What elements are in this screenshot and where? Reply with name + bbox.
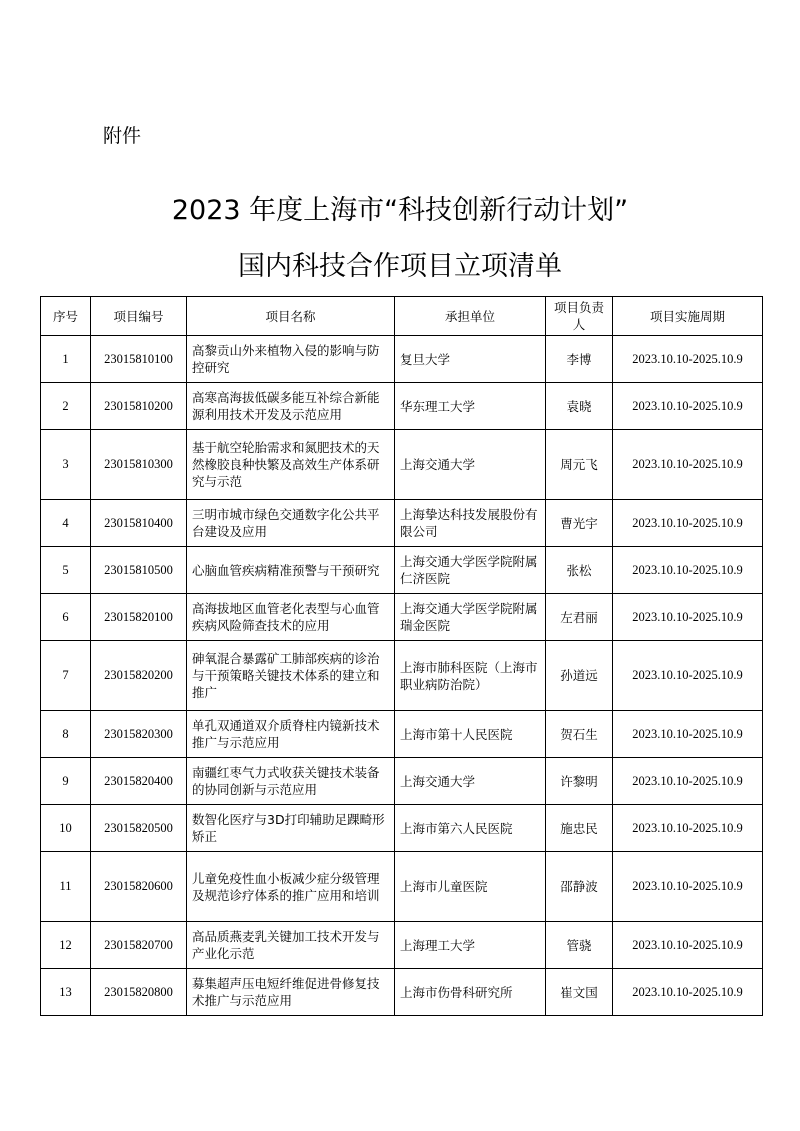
column-header-period: 项目实施周期 <box>613 297 763 336</box>
cell-person: 施忠民 <box>546 805 613 852</box>
cell-name: 南疆红枣气力式收获关键技术装备的协同创新与示范应用 <box>187 758 395 805</box>
cell-period: 2023.10.10-2025.10.9 <box>613 922 763 969</box>
table-row <box>41 758 763 805</box>
cell-name: 高寒高海拔低碳多能互补综合新能源利用技术开发及示范应用 <box>187 383 395 430</box>
cell-period: 2023.10.10-2025.10.9 <box>613 852 763 922</box>
table-row <box>41 383 763 430</box>
cell-index: 8 <box>41 711 91 758</box>
cell-code: 23015820400 <box>91 758 187 805</box>
cell-person: 邵静波 <box>546 852 613 922</box>
cell-person: 左君丽 <box>546 594 613 641</box>
cell-person: 贺石生 <box>546 711 613 758</box>
cell-index: 13 <box>41 969 91 1016</box>
cell-period: 2023.10.10-2025.10.9 <box>613 805 763 852</box>
cell-period: 2023.10.10-2025.10.9 <box>613 641 763 711</box>
cell-period: 2023.10.10-2025.10.9 <box>613 969 763 1016</box>
cell-period: 2023.10.10-2025.10.9 <box>613 711 763 758</box>
column-header-person: 项目负责人 <box>546 297 613 336</box>
cell-code: 23015820500 <box>91 805 187 852</box>
table-row <box>41 852 763 922</box>
cell-name: 三明市城市绿色交通数字化公共平台建设及应用 <box>187 500 395 547</box>
cell-index: 10 <box>41 805 91 852</box>
cell-code: 23015820200 <box>91 641 187 711</box>
table-row <box>41 805 763 852</box>
cell-code: 23015820800 <box>91 969 187 1016</box>
cell-code: 23015810500 <box>91 547 187 594</box>
table-row <box>41 430 763 500</box>
cell-name: 基于航空轮胎需求和氮肥技术的天然橡胶良种快繁及高效生产体系研究与示范 <box>187 430 395 500</box>
cell-person: 许黎明 <box>546 758 613 805</box>
cell-period: 2023.10.10-2025.10.9 <box>613 430 763 500</box>
cell-code: 23015810400 <box>91 500 187 547</box>
table-row <box>41 641 763 711</box>
cell-code: 23015810200 <box>91 383 187 430</box>
cell-index: 6 <box>41 594 91 641</box>
cell-index: 11 <box>41 852 91 922</box>
table-row <box>41 594 763 641</box>
column-header-unit: 承担单位 <box>395 297 546 336</box>
cell-code: 23015820700 <box>91 922 187 969</box>
cell-name: 儿童免疫性血小板减少症分级管理及规范诊疗体系的推广应用和培训 <box>187 852 395 922</box>
column-header-code: 项目编号 <box>91 297 187 336</box>
cell-period: 2023.10.10-2025.10.9 <box>613 547 763 594</box>
cell-name: 募集超声压电短纤维促进骨修复技术推广与示范应用 <box>187 969 395 1016</box>
cell-unit: 上海市第十人民医院 <box>395 711 546 758</box>
column-header-index: 序号 <box>41 297 91 336</box>
cell-period: 2023.10.10-2025.10.9 <box>613 336 763 383</box>
cell-person: 周元飞 <box>546 430 613 500</box>
cell-index: 1 <box>41 336 91 383</box>
cell-period: 2023.10.10-2025.10.9 <box>613 500 763 547</box>
cell-person: 崔文国 <box>546 969 613 1016</box>
cell-code: 23015820300 <box>91 711 187 758</box>
cell-index: 4 <box>41 500 91 547</box>
cell-unit: 上海市儿童医院 <box>395 852 546 922</box>
cell-unit: 上海交通大学医学院附属瑞金医院 <box>395 594 546 641</box>
cell-index: 2 <box>41 383 91 430</box>
cell-code: 23015820600 <box>91 852 187 922</box>
cell-code: 23015810100 <box>91 336 187 383</box>
cell-unit: 上海市伤骨科研究所 <box>395 969 546 1016</box>
cell-person: 袁晓 <box>546 383 613 430</box>
cell-period: 2023.10.10-2025.10.9 <box>613 758 763 805</box>
cell-unit: 上海理工大学 <box>395 922 546 969</box>
table-row <box>41 547 763 594</box>
cell-period: 2023.10.10-2025.10.9 <box>613 594 763 641</box>
cell-person: 孙道远 <box>546 641 613 711</box>
table-row <box>41 969 763 1016</box>
table-row <box>41 336 763 383</box>
cell-person: 曹光宇 <box>546 500 613 547</box>
cell-period: 2023.10.10-2025.10.9 <box>613 383 763 430</box>
table-header-row <box>41 297 763 336</box>
cell-person: 张松 <box>546 547 613 594</box>
cell-name: 高海拔地区血管老化表型与心血管疾病风险筛查技术的应用 <box>187 594 395 641</box>
cell-unit: 上海市第六人民医院 <box>395 805 546 852</box>
cell-name: 心脑血管疾病精准预警与干预研究 <box>187 547 395 594</box>
cell-name: 单孔双通道双介质脊柱内镜新技术推广与示范应用 <box>187 711 395 758</box>
cell-unit: 上海交通大学 <box>395 430 546 500</box>
cell-index: 12 <box>41 922 91 969</box>
table-row <box>41 922 763 969</box>
cell-code: 23015820100 <box>91 594 187 641</box>
cell-person: 李博 <box>546 336 613 383</box>
cell-name: 高黎贡山外来植物入侵的影响与防控研究 <box>187 336 395 383</box>
project-list-table <box>40 296 763 1016</box>
page-subtitle: 国内科技合作项目立项清单 <box>238 251 562 282</box>
cell-name: 数智化医疗与3D打印辅助足踝畸形矫正 <box>187 805 395 852</box>
table-row <box>41 711 763 758</box>
cell-person: 管骁 <box>546 922 613 969</box>
cell-unit: 上海挚达科技发展股份有限公司 <box>395 500 546 547</box>
page-title: 2023 年度上海市“科技创新行动计划” <box>171 195 629 226</box>
cell-code: 23015810300 <box>91 430 187 500</box>
attachment-label: 附件 <box>103 125 142 147</box>
cell-index: 3 <box>41 430 91 500</box>
table-row <box>41 500 763 547</box>
cell-index: 7 <box>41 641 91 711</box>
cell-unit: 华东理工大学 <box>395 383 546 430</box>
cell-index: 5 <box>41 547 91 594</box>
cell-unit: 上海市肺科医院（上海市职业病防治院） <box>395 641 546 711</box>
column-header-name: 项目名称 <box>187 297 395 336</box>
cell-unit: 上海交通大学 <box>395 758 546 805</box>
cell-unit: 复旦大学 <box>395 336 546 383</box>
cell-name: 砷氧混合暴露矿工肺部疾病的诊治与干预策略关键技术体系的建立和推广 <box>187 641 395 711</box>
cell-name: 高品质燕麦乳关键加工技术开发与产业化示范 <box>187 922 395 969</box>
cell-unit: 上海交通大学医学院附属仁济医院 <box>395 547 546 594</box>
cell-index: 9 <box>41 758 91 805</box>
